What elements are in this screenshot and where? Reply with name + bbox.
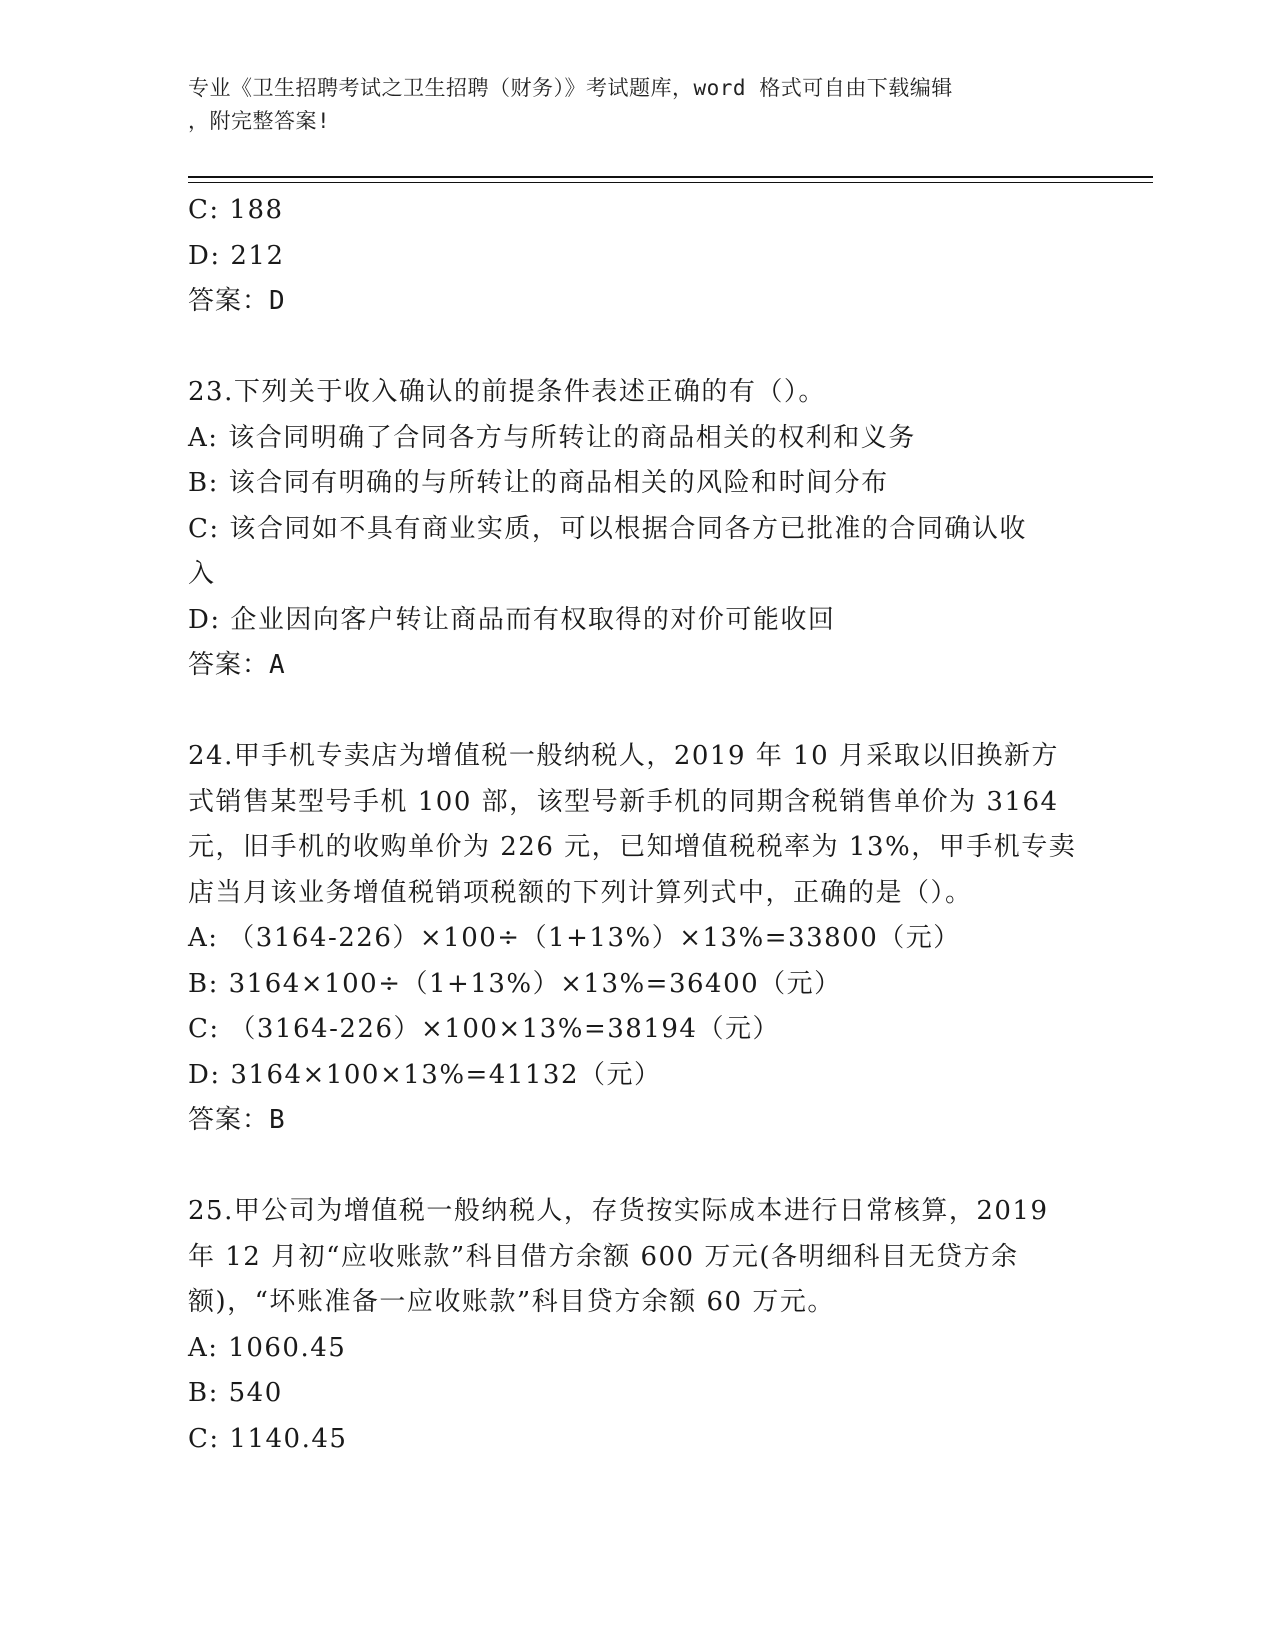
option-b: B: 3164×100÷（1+13%）×13%=36400（元） [188,968,842,999]
spacer [188,325,1088,371]
answer-line: 答案：A [188,650,286,680]
header-rule-thin [188,182,1153,183]
spacer [188,689,1088,735]
option-c: C: 该合同如不具有商业实质，可以根据合同各方已批准的合同确认收 [188,513,1027,544]
spacer [188,1144,1088,1190]
header-line-1: 专业《卫生招聘考试之卫生招聘（财务）》考试题库，word 格式可自由下载编辑 [188,76,953,100]
answer-line: 答案：D [188,286,286,316]
option-a: A: （3164-226）×100÷（1+13%）×13%=33800（元） [188,923,961,953]
question-stem-line-4: 店当月该业务增值税销项税额的下列计算列式中，正确的是（）。 [188,877,973,908]
question-stem-line-1: 25.甲公司为增值税一般纳税人，存货按实际成本进行日常核算，2019 [188,1196,1049,1226]
option-c: C: （3164-226）×100×13%=38194（元） [188,1014,780,1044]
option-a: A: 该合同明确了合同各方与所转让的商品相关的权利和义务 [188,422,916,453]
question-stem-line-1: 24.甲手机专卖店为增值税一般纳税人，2019 年 10 月采取以旧换新方 [188,741,1059,771]
question-stem-line-3: 额)，“坏账准备一应收账款”科目贷方余额 60 万元。 [188,1287,835,1317]
option-d: D: 212 [188,240,285,271]
question-25 [188,1189,1088,1462]
option-a: A: 1060.45 [188,1332,347,1363]
answer-line: 答案：B [188,1105,286,1135]
question-stem: 23.下列关于收入确认的前提条件表述正确的有（）。 [188,377,826,407]
option-d: D: 3164×100×13%=41132（元） [188,1059,662,1090]
page-header [188,72,1088,138]
option-b: B: 该合同有明确的与所转让的商品相关的风险和时间分布 [188,468,889,498]
question-stem-line-3: 元，旧手机的收购单价为 226 元，已知增值税税率为 13%，甲手机专卖 [188,832,1077,862]
question-stem-line-2: 年 12 月初“应收账款”科目借方余额 600 万元(各明细科目无贷方余 [188,1241,1019,1272]
question-content [188,188,1088,1462]
option-c-continued: 入 [188,559,216,589]
question-22-tail [188,188,1088,325]
question-stem-line-2: 式销售某型号手机 100 部，该型号新手机的同期含税销售单价为 3164 [188,786,1059,817]
option-d: D: 企业因向客户转让商品而有权取得的对价可能收回 [188,604,836,635]
header-line-2: ，附完整答案! [188,109,331,133]
header-rule-thick [188,176,1153,178]
option-b: B: 540 [188,1378,283,1408]
question-24 [188,734,1088,1144]
option-c: C: 1140.45 [188,1423,348,1454]
option-c: C: 188 [188,195,284,225]
question-23 [188,370,1088,689]
